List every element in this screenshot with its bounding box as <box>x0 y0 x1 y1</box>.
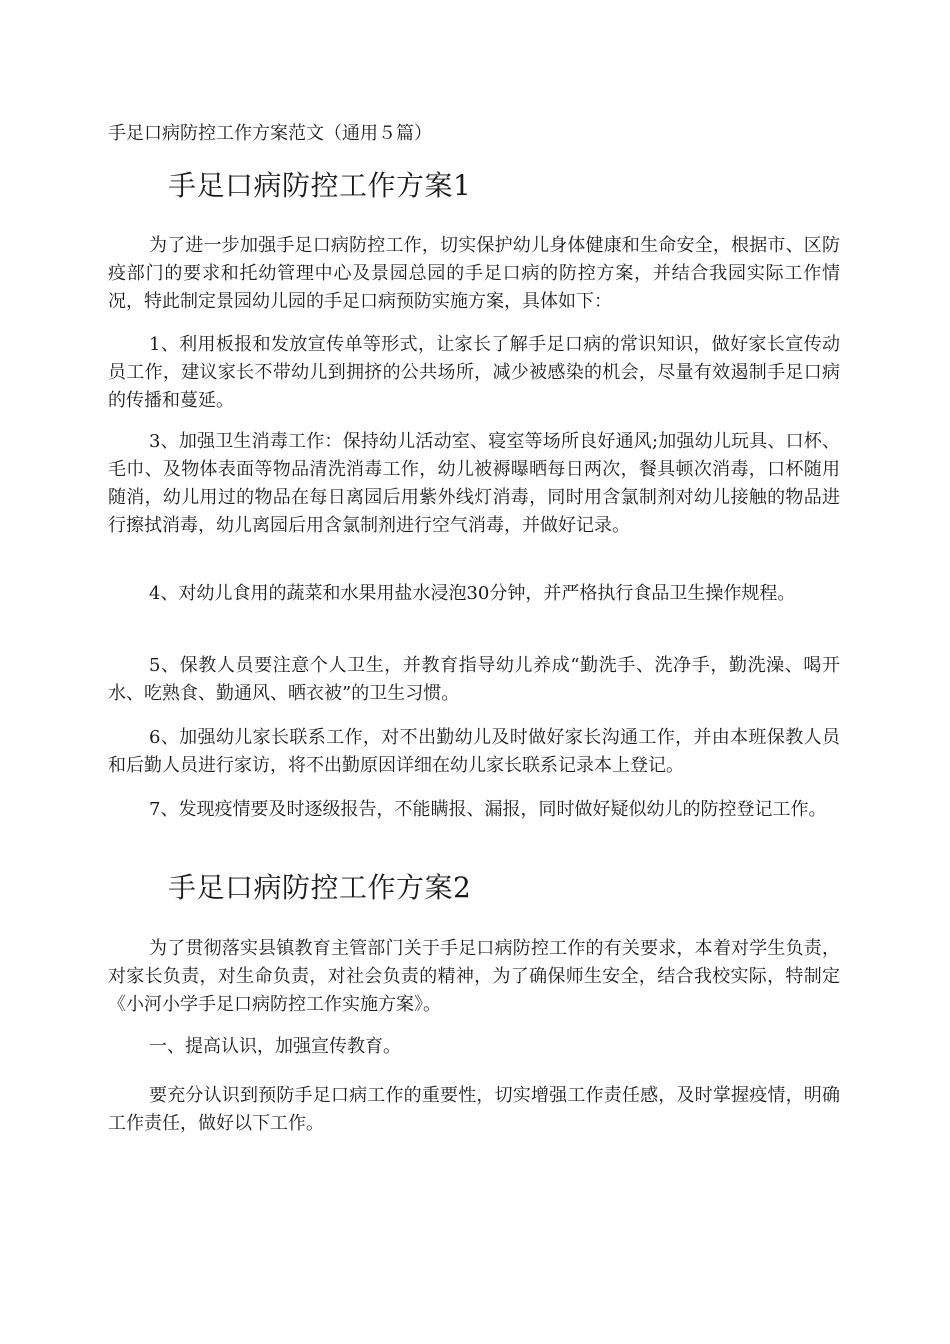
section2-paragraph-intro: 为了贯彻落实县镇教育主管部门关于手足口病防控工作的有关要求，本着对学生负责，对家长负责，对生命负责，对社会负责的精神，为了确保师生安全，结合我校实际，特制定《小河小学手足口病防控工作实施方案》。 <box>108 938 840 1015</box>
section1-paragraph-item-1: 1、利用板报和发放宣传单等形式，让家长了解手足口病的常识知识，做好家长宣传动员工作，建议家长不带幼儿到拥挤的公共场所，减少被感染的机会，尽量有效遏制手足口病的传播和蔓延。 <box>108 334 840 411</box>
document-title: 手足口病防控工作方案范文（通用５篇） <box>108 123 432 144</box>
section1-paragraph-item-6: 6、加强幼儿家长联系工作，对不出勤幼儿及时做好家长沟通工作，并由本班保教人员和后勤人员进行家访，将不出勤原因详细在幼儿家长联系记录本上登记。 <box>108 727 840 776</box>
section1-paragraph-item-4: 4、对幼儿食用的蔬菜和水果用盐水浸泡30分钟，并严格执行食品卫生操作规程。 <box>149 583 796 604</box>
section1-paragraph-item-3: 3、加强卫生消毒工作：保持幼儿活动室、寝室等场所良好通风;加强幼儿玩具、口杯、毛巾、及物体表面等物品清洗消毒工作，幼儿被褥曝晒每日两次，餐具顿次消毒，口杯随用随消，幼儿用过的物品在每日离园后用紫外线灯消毒，同时用含氯制剂对幼儿接触的物品进行擦拭消毒，幼儿离园后用含氯制剂进行空气消毒，并做好记录。 <box>108 431 840 536</box>
section-heading-2: 手足口病防控工作方案2 <box>168 871 472 904</box>
section-heading-1: 手足口病防控工作方案1 <box>168 169 472 202</box>
section1-paragraph-item-7: 7、发现疫情要及时逐级报告，不能瞒报、漏报，同时做好疑似幼儿的防控登记工作。 <box>149 799 827 820</box>
section1-paragraph-item-5: 5、保教人员要注意个人卫生，并教育指导幼儿养成“勤洗手、洗净手，勤洗澡、喝开水、吃熟食、勤通风、晒衣被”的卫生习惯。 <box>108 655 840 704</box>
section1-paragraph-intro: 为了进一步加强手足口病防控工作，切实保护幼儿身体健康和生命安全，根据市、区防疫部门的要求和托幼管理中心及景园总园的手足口病的防控方案，并结合我园实际工作情况，特此制定景园幼儿园的手足口病预防实施方案，具体如下： <box>108 235 840 312</box>
section2-paragraph-point-1: 一、提高认识，加强宣传教育。 <box>149 1036 401 1057</box>
section2-paragraph-body: 要充分认识到预防手足口病工作的重要性，切实增强工作责任感，及时掌握疫情，明确工作责任，做好以下工作。 <box>108 1085 840 1134</box>
